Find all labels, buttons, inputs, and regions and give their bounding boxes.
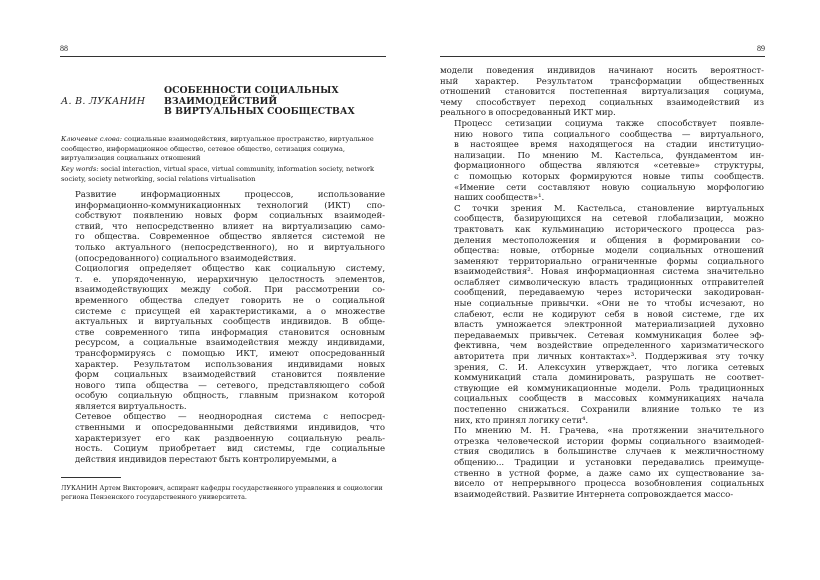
text-line: го общества. Современное общество является системой не [75,232,385,243]
text-line: нию нового типа социального сообщества — виртуального, [454,129,764,140]
text-line: социальных сообществ в массовых коммуникациях начала [454,394,764,405]
text-line: фективна, чем воздействие определенного харизматического [454,341,764,352]
right-page [410,0,820,580]
text-line: ность. Социум приобретает вид системы, где социальные [75,444,385,455]
paragraph [440,119,764,204]
text-line: ствий, что непосредственно влияет на виртуализацию само- [75,221,385,232]
text-line: формационного общества являются «сетевые» структуры, [454,161,764,172]
text-line: «Имение сети составляют новую социальную морфологию [454,182,764,193]
title-line: ВЗАИМОДЕЙСТВИЙ [164,95,278,107]
text-line: собствуют появлению новых форм социальных взаимодей- [75,211,385,222]
text-line: слабеют, если не кодируют себя в новой системе, где их [454,309,764,320]
text-line: Социология определяет общество как социальную систему, [75,264,385,275]
text-line: чему способствует переход социальных взаимодействий из [440,97,764,108]
text-line: наших сообществ»¹. [454,193,545,204]
text-line: ствующие ей коммуникационные модели. Роль традиционных [454,383,764,394]
text-line: трактовать как кульминацию исторического процесса раз- [454,224,764,235]
text-line: только актуального (непосредственного), но и виртуального [75,242,385,253]
text-line: деления местоположения и общения в формировании со- [454,235,764,246]
paragraph [61,264,385,412]
text-line: взаимодействия². Новая информационная система значительно [454,267,764,278]
text-line: них, кто принял логику сети⁴. [454,415,589,426]
keywords-en-text: social interaction, virtual space, virtual community, information society, network society, society networking, social relations virtualisation [61,165,375,183]
text-line: ослабляет символическую власть традиционных отправителей [454,277,764,288]
page-number: 88 [60,44,68,53]
keywords-ru-text: социальные взаимодействия, виртуальное пространство, виртуальное сообщество, информационное общество, сетевое общество, сетизация социума, виртуализация социальных отношений [61,135,374,163]
text-line: нализации. По мнению М. Кастельса, фундаментом ин- [454,150,764,161]
text-line: Развитие информационных процессов, использование [75,190,385,200]
text-line: актуальных и виртуальных сообществ индивидов. В обще- [75,317,385,328]
text-line: общению... Традиции и установки передавались преимуще- [454,457,764,468]
text-line: с помощью которых формируются новые типы сообществ. [454,171,764,182]
text-line: ственно в устной форме, а даже само их существование за- [454,468,764,479]
text-line: заменяют территориально ограниченные формы социального [454,256,764,267]
text-line: сообщений, передаваемую через исторически закодирован- [454,288,764,299]
body-text [61,190,385,465]
text-line: ственными и опосредованными действиями индивидов, что [75,423,385,434]
text-line: отношений становится постепенная виртуализация социума, [440,87,764,98]
body-text [440,66,764,500]
text-line: ные социальные привычки. «Они не то чтобы исчезают, но [454,299,764,310]
article-title [164,86,355,118]
text-line: действия индивидов перестают быть контролируемыми, а [75,454,337,465]
text-line: отрезка человеческой истории формы социального взаимодей- [454,436,764,447]
text-line: реального в опосредованный ИКТ мир. [440,108,616,119]
paragraph [440,204,764,426]
text-line: ствия сводились в большинстве случаев к межличностному [454,447,764,458]
text-line: форм социальных взаимодействий становится появление [75,370,385,381]
text-line: висело от непрерывного процесса возобновления социальных [454,479,764,490]
text-line: характеризует его как раздвоенную социальную реаль- [75,433,385,444]
text-line: сообществ, базирующихся на сетевой глобализации, можно [454,214,764,225]
text-line: (опосредованного) социального взаимодействия. [75,253,297,264]
text-line: коммуникаций стала доминировать, разрушать не соответ- [454,373,764,384]
text-line: стве современного типа информация становится основным [75,327,385,338]
footnote-rule [61,477,121,478]
text-line: постепенно снижаться. Сохранили влияние только те из [454,405,764,415]
text-line: трансформируясь с помощью ИКТ, имеют опосредованный [75,348,385,359]
text-line: ресурсом, а социальные взаимодействия между индивидами, [75,338,385,349]
text-line: авторитета при личных контактах»³. Поддерживая эту точку [454,352,764,363]
text-line: С точки зрения М. Кастельса, становление виртуальных [454,203,764,214]
paragraph [440,426,764,500]
text-line: Процесс сетизации социума также способствует появле- [454,118,764,129]
text-line: общества: новые, отборные модели социальных отношений [454,246,764,257]
text-line: временного общества следует говорить не о социальной [75,295,385,306]
text-line: взаимодействий. Развитие Интернета сопровождается массо- [454,489,734,500]
text-line: особую социальную общность, главным признаком которой [75,391,385,402]
keywords-en [61,165,385,184]
header-rule [60,56,386,57]
text-line: характер. Результатом использования индивидами новых [75,359,385,370]
text-line: По мнению М. Н. Грачева, «на протяжении значительного [454,426,764,437]
keywords-en-label: Key words: [61,165,99,173]
text-line: модели поведения индивидов начинают носить вероятност- [440,66,764,76]
keywords-ru-label: Ключевые слова: [61,135,123,143]
page-number: 89 [757,44,765,53]
keywords-ru [61,135,385,164]
text-line: Сетевое общество — неоднородная система с непосред- [75,412,385,423]
paragraph [440,66,764,119]
author-name: А. В. ЛУКАНИН [61,96,146,107]
text-line: системе с присущей ей характеристиками, а о множестве [75,306,385,317]
text-line: взаимодействующих между собой. При рассмотрении со- [75,285,385,296]
text-line: в настоящее время находящегося на стадии институцио- [454,140,764,151]
paragraph [61,190,385,264]
text-line: является виртуальность. [75,401,187,412]
text-line: т. е. упорядоченную, иерархичную целостность элементов, [75,274,385,285]
text-line: власть умножается электронной материализацией духовно [454,320,764,331]
title-line: ОСОБЕННОСТИ СОЦИАЛЬНЫХ [164,85,339,96]
author-footnote: ЛУКАНИН Артем Викторович, аспирант кафедры государственного управления и социологии региона Пензенского государственного университета. [61,484,383,502]
text-line: нового типа общества — сетевого, представляющего собой [75,380,385,391]
text-line: зрения, С. И. Алексухин утверждает, что логика сетевых [454,362,764,373]
text-line: ный характер. Результатом трансформации общественных [440,76,764,87]
text-line: информационно-коммуникационных технологий (ИКТ) спо- [75,200,385,211]
header-rule [440,56,765,57]
title-line: В ВИРТУАЛЬНЫХ СООБЩЕСТВАХ [164,106,355,118]
text-line: передаваемых привычек. Сетевая коммуникация более эф- [454,330,764,341]
paragraph [61,412,385,465]
